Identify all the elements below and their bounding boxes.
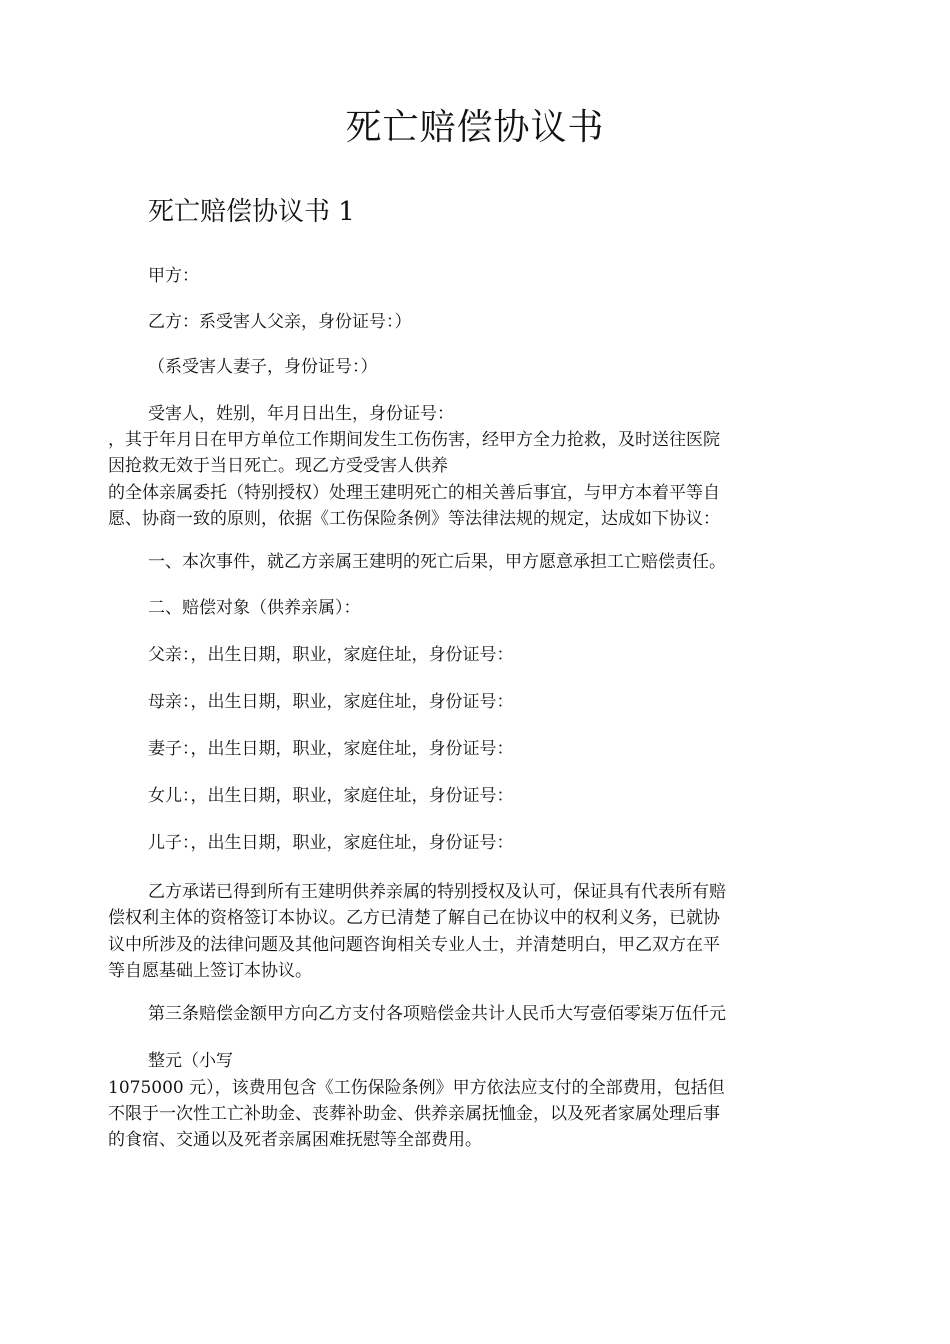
paragraph-line: 偿权利主体的资格签订本协议。乙方已清楚了解自己在协议中的权利义务，已就协 [108,908,720,928]
party-a-line: 甲方： [148,266,199,286]
paragraph-line: 不限于一次性工亡补助金、丧葬补助金、供养亲属抚恤金，以及死者家属处理后事 [108,1104,720,1124]
paragraph-line: 的食宿、交通以及死者亲属困难抚慰等全部费用。 [108,1130,482,1150]
wife-line: 妻子：，出生日期，职业，家庭住址，身份证号： [148,739,514,759]
paragraph-line: 的全体亲属委托（特别授权）处理王建明死亡的相关善后事宜，与甲方本着平等自 [108,483,720,503]
paragraph-line: 整元（小写 [148,1051,233,1071]
paragraph-line: 因抢救无效于当日死亡。现乙方受受害人供养 [108,456,448,476]
agreement-subtitle: 死亡赔偿协议书 1 [148,197,355,227]
paragraph-line: 议中所涉及的法律问题及其他问题咨询相关专业人士，并清楚明白，甲乙双方在平 [108,935,720,955]
paragraph-line: 等自愿基础上签订本协议。 [108,961,312,981]
clause-one-line: 一、本次事件，就乙方亲属王建明的死亡后果，甲方愿意承担工亡赔偿责任。 [148,552,726,572]
father-line: 父亲：，出生日期，职业，家庭住址，身份证号： [148,645,514,665]
document-title: 死亡赔偿协议书 [345,107,605,148]
party-b-wife-line: （系受害人妻子，身份证号：） [148,357,378,377]
party-b-line: 乙方：系受害人父亲，身份证号：） [148,312,412,332]
clause-two-line: 二、赔偿对象（供养亲属）： [148,598,361,618]
mother-line: 母亲：，出生日期，职业，家庭住址，身份证号： [148,692,514,712]
daughter-line: 女儿：，出生日期，职业，家庭住址，身份证号： [148,786,514,806]
paragraph-line: 愿、协商一致的原则，依据《工伤保险条例》等法律法规的规定，达成如下协议： [108,509,720,529]
victim-info-line: 受害人，姓别，年月日出生，身份证号： [148,404,454,424]
paragraph-line: 乙方承诺已得到所有王建明供养亲属的特别授权及认可，保证具有代表所有赔 [148,882,726,902]
son-line: 儿子：，出生日期，职业，家庭住址，身份证号： [148,833,514,853]
paragraph-line: 1075000 元），该费用包含《工伤保险条例》甲方依法应支付的全部费用，包括但 [108,1078,725,1098]
compensation-amount-line: 第三条赔偿金额甲方向乙方支付各项赔偿金共计人民币大写壹佰零柒万伍仟元 [148,1004,726,1024]
paragraph-line: ，其于年月日在甲方单位工作期间发生工伤伤害，经甲方全力抢救，及时送往医院 [108,430,720,450]
